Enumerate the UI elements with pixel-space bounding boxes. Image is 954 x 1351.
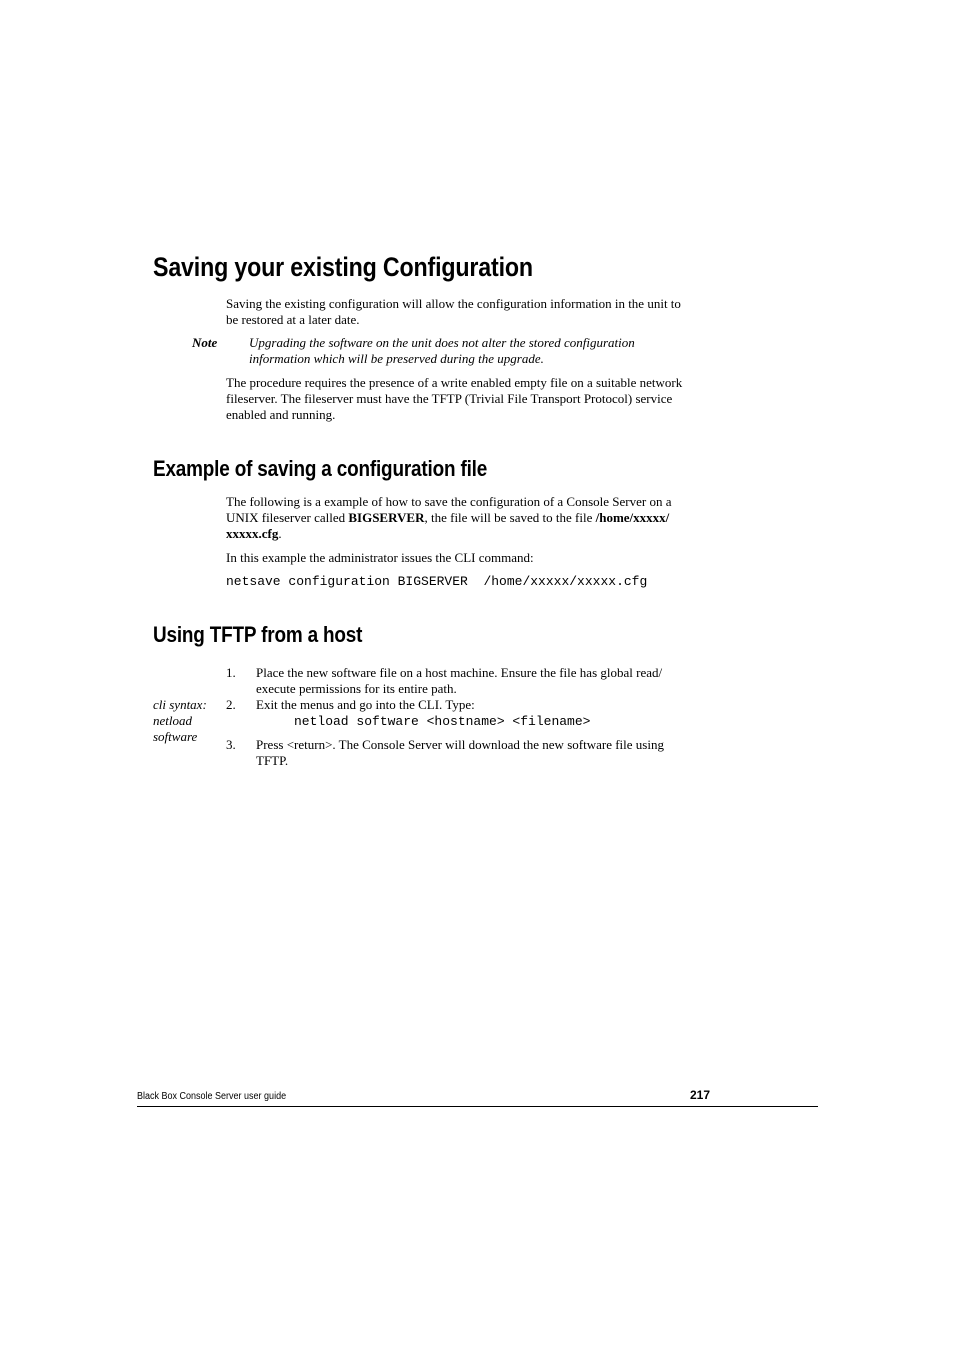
step-text	[256, 737, 664, 769]
text-line: information which will be preserved during the upgrade.	[249, 351, 544, 366]
section-heading-example: Example of saving a configuration file	[153, 456, 488, 481]
text-line: The procedure requires the presence of a write enabled empty file on a suitable network	[226, 375, 683, 390]
note-text	[249, 335, 635, 367]
text-line: execute permissions for its entire path.	[256, 681, 457, 696]
text-line: Place the new software file on a host machine. Ensure the file has global read/	[256, 665, 663, 680]
text-run: , the file will be saved to the file	[424, 510, 596, 525]
step-text	[256, 697, 475, 713]
text-line: software	[153, 729, 198, 744]
procedure-paragraph	[226, 375, 682, 423]
step-number: 1.	[226, 665, 236, 680]
step-text	[256, 665, 662, 697]
text-line: Upgrading the software on the unit does not alter the stored configuration	[249, 335, 635, 350]
text-line	[226, 526, 672, 542]
file-path: /home/xxxxx/	[595, 510, 670, 525]
note-label: Note	[192, 335, 218, 350]
text-run: .	[278, 526, 282, 541]
margin-note	[153, 697, 207, 745]
text-line: fileserver. The fileserver must have the TFTP (Trivial File Transport Protocol) service	[226, 391, 673, 406]
text-line: Exit the menus and go into the CLI. Type:	[256, 697, 475, 712]
step-number: 3.	[226, 737, 236, 752]
intro-paragraph	[226, 296, 681, 328]
text-line: be restored at a later date.	[226, 312, 360, 327]
file-path: xxxxx.cfg	[226, 526, 279, 541]
text-line: cli syntax:	[153, 697, 207, 712]
section-heading-tftp: Using TFTP from a host	[153, 622, 363, 647]
page-title: Saving your existing Configuration	[153, 252, 533, 282]
step-number: 2.	[226, 697, 236, 712]
text-line: TFTP.	[256, 753, 289, 768]
example-paragraph	[226, 494, 672, 542]
footer-guide-title: Black Box Console Server user guide	[137, 1091, 287, 1102]
netload-command: netload software <hostname> <filename>	[294, 714, 591, 729]
text-run: UNIX fileserver called	[226, 510, 349, 525]
text-line: Press <return>. The Console Server will download the new software file using	[256, 737, 664, 752]
cli-intro: In this example the administrator issues the CLI command:	[226, 550, 534, 565]
server-name: BIGSERVER	[348, 510, 425, 525]
netsave-command: netsave configuration BIGSERVER /home/xxxxx/xxxxx.cfg	[226, 574, 648, 589]
footer-rule	[137, 1106, 818, 1107]
page-number: 217	[690, 1088, 711, 1102]
text-line: enabled and running.	[226, 407, 336, 422]
text-line: Saving the existing configuration will allow the configuration information in the unit to	[226, 296, 681, 311]
text-line	[226, 510, 672, 526]
text-line: netload	[153, 713, 192, 728]
text-line: The following is a example of how to save the configuration of a Console Server on a	[226, 494, 672, 509]
